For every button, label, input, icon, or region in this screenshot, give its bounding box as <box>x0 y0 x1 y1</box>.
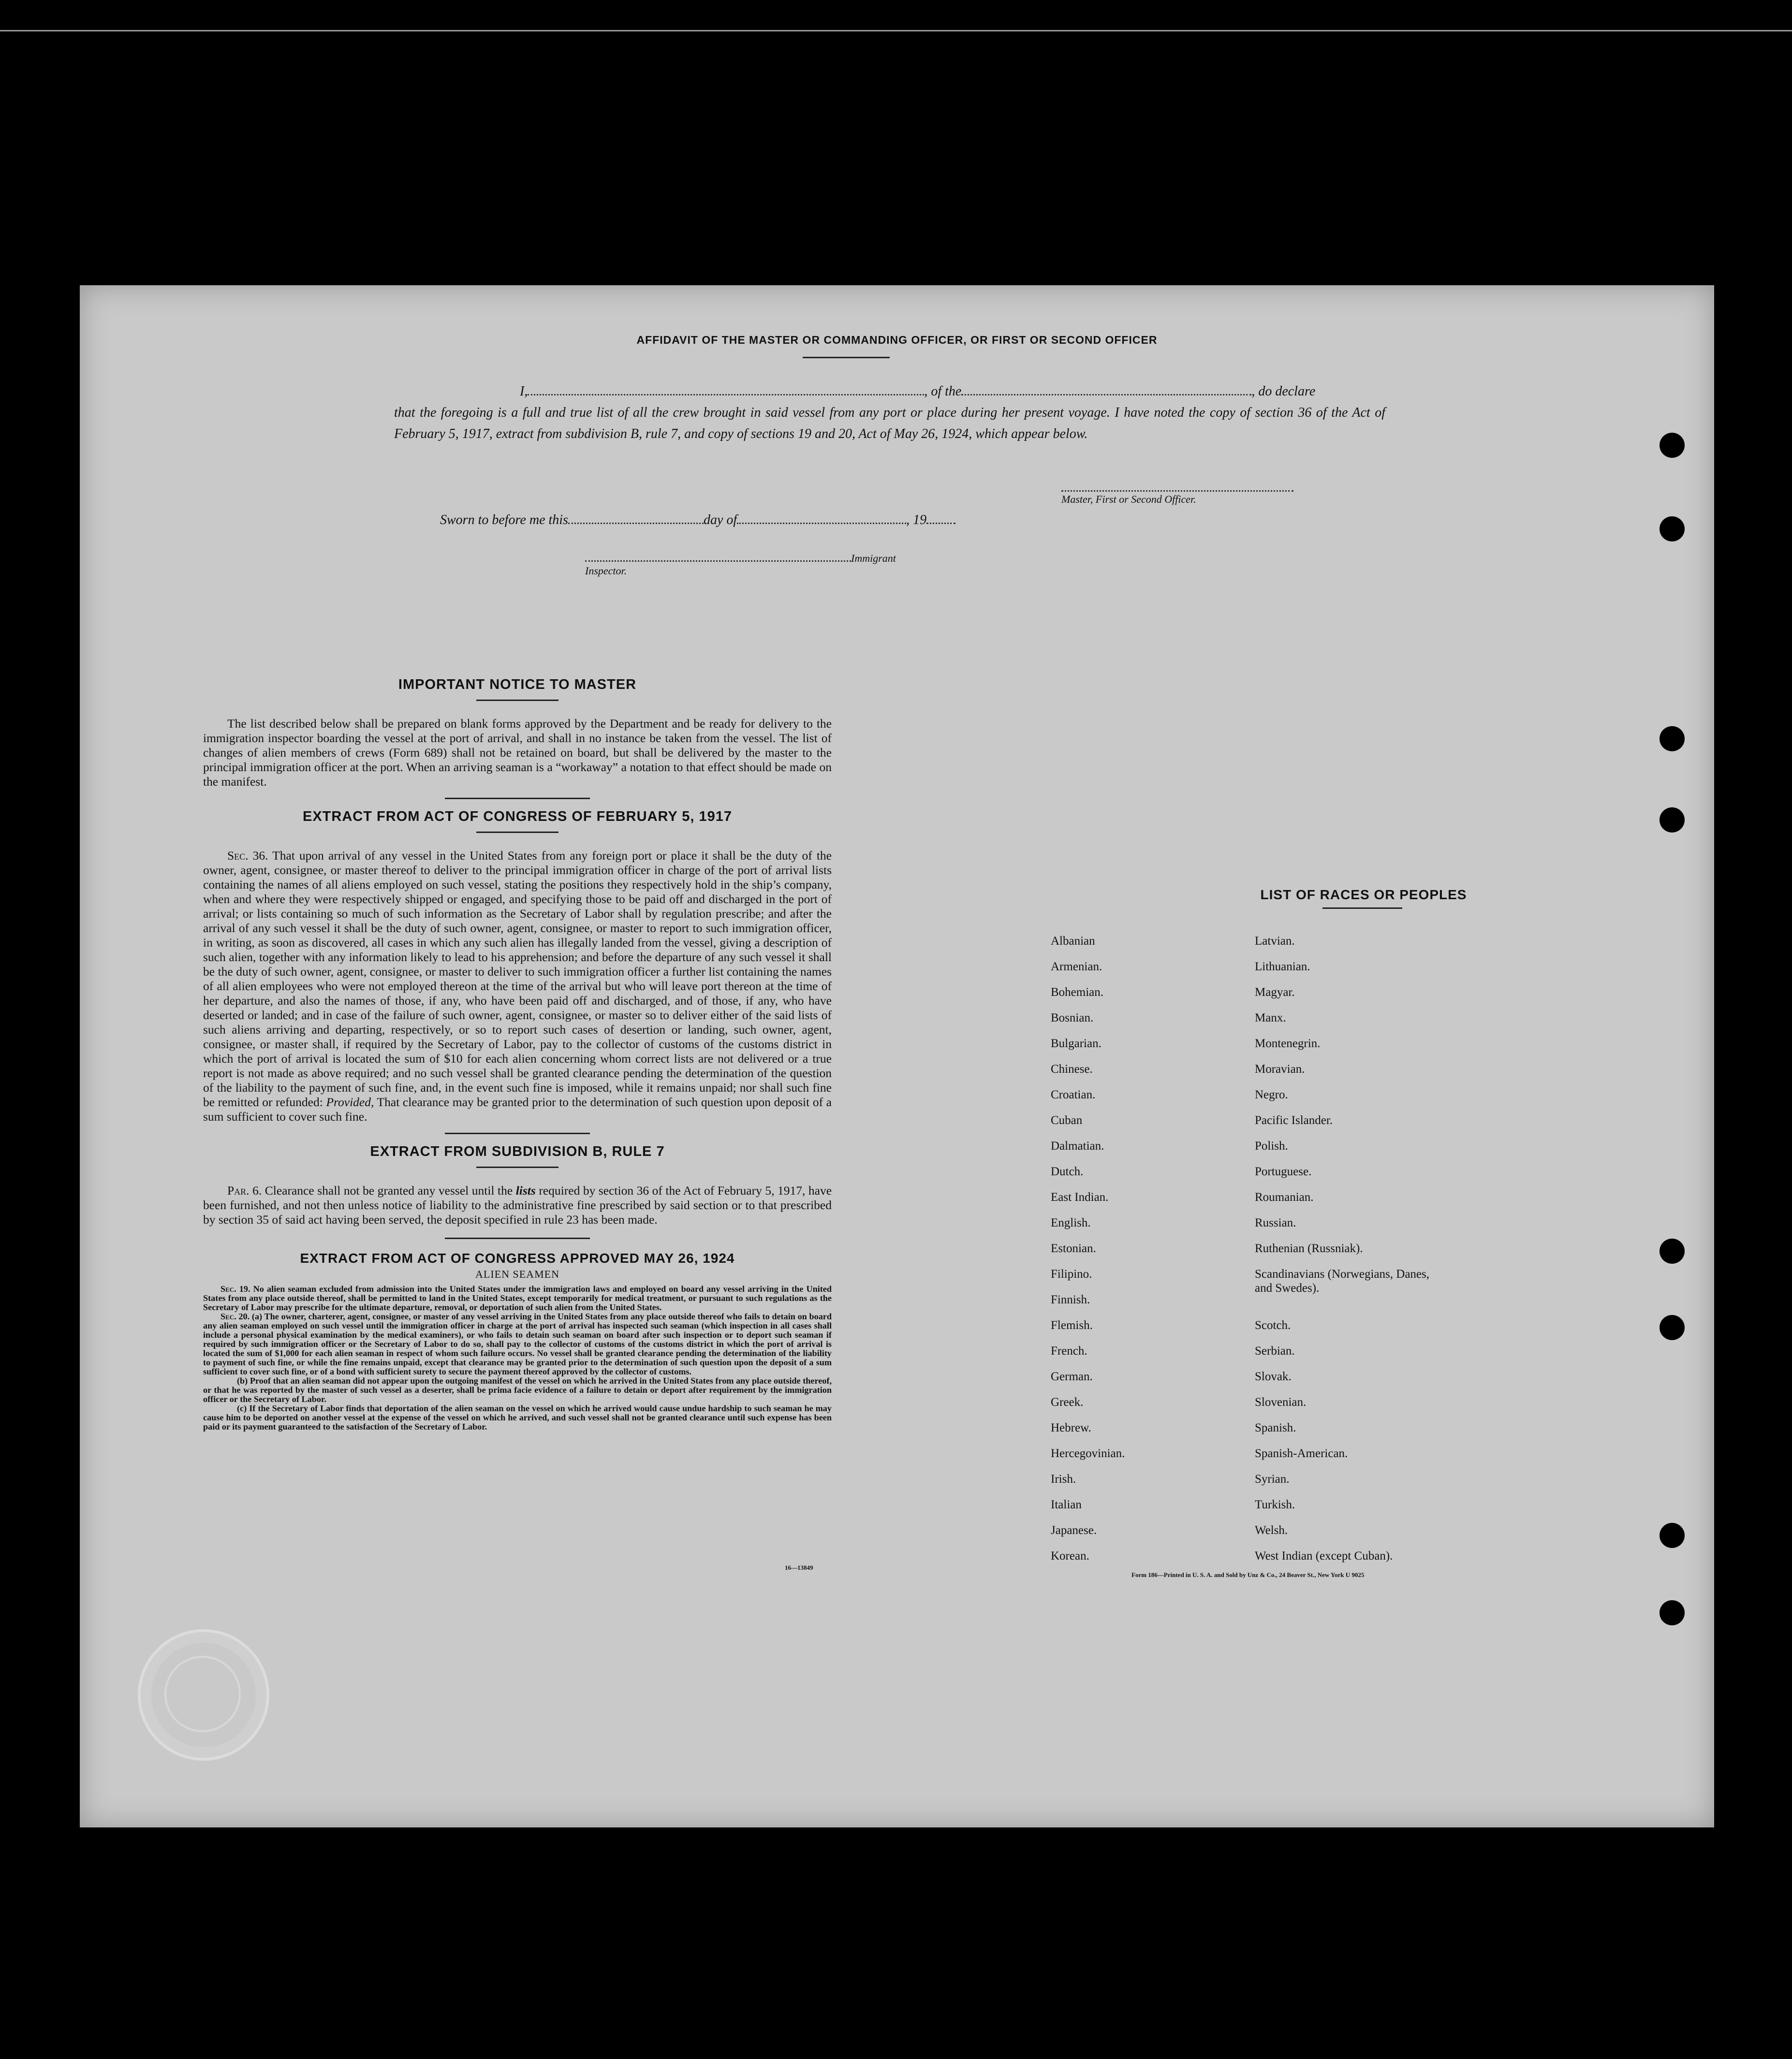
punch-hole <box>1660 1315 1685 1340</box>
act1924-sec20b: (b) Proof that an alien seaman did not appear upon the outgoing manifest of the vessel on which he arrived in the United States from any place outside thereof, or that he was reported by the master of such vessel as a deserter, shall be prima facie evidence of a failure to detain or deport after requirement by the immigration officer or the Secretary of Labor. <box>203 1376 832 1404</box>
rule7-body-b: required by section 36 of the Act of February 5, 1917, have been furnished, and not then unless notice of liability to the administrative fine prescribed by said section or to that prescribed by section 35 of said act having been served, the deposit specified in rule 23 has been made. <box>203 1183 832 1227</box>
sworn-year-blank[interactable] <box>926 518 955 524</box>
race-item: Italian <box>1051 1498 1082 1511</box>
race-item: Manx. <box>1255 1011 1286 1024</box>
act1924-sec19 <box>203 1285 832 1312</box>
punch-hole <box>1660 726 1685 751</box>
form-printer-note: Form 186—Printed in U. S. A. and Sold by Unz & Co., 24 Beaver St., New York U 9025 <box>1131 1571 1365 1578</box>
act1924-subtitle: ALIEN SEAMEN <box>475 1268 559 1280</box>
race-item: Magyar. <box>1255 986 1295 999</box>
race-item: Filipino. <box>1051 1268 1092 1281</box>
punch-hole <box>1660 1239 1685 1264</box>
act1917-body-a: That upon arrival of any vessel in the United States from any foreign port or place it shall be the duty of the owner, agent, consignee, or master thereof to deliver to the principal immigration officer in charge of the port of arrival lists containing the names of all aliens employed on such vessel, stating the positions they respectively hold in the ship’s company, when and where they were respectively shipped or engaged, and specifying those to be paid off and discharged in the port of arrival; or lists containing so much of such information as the Secretary of Labor shall by regulation prescribe; and after the arrival of any such vessel it shall be the duty of such owner, agent, consignee, or master to report to such immigration officer, in writing, as soon as discovered, all cases in which any such alien has illegally landed from the vessel, giving a description of such alien, together with any information likely to lead to his apprehension; and before the departure of any such vessel it shall be the duty of such owner, agent, consignee, or master to deliver to such immigration officer a further list containing the names of all alien employees who were not employed thereon at the time of the arrival but who will leave port thereon at the time of her departure, and also the names of those, if any, who have been paid off and discharged, and of those, if any, who have deserted or landed; and in case of the failure of such owner, agent, consignee, or master so to deliver either of the said lists of such aliens arriving and departing, respectively, or so to report such cases of desertion or landing, such owner, agent, consignee, or master shall, if required by the Secretary of Labor, pay to the collector of customs of the customs district in which the port of arrival is located the sum of $10 for each alien concerning whom correct lists are not delivered or a true report is not made as above required; and no such vessel shall be granted clearance pending the determination of the question of the liability to the payment of such fine, and, in the event such fine is imposed, while it remains unpaid; nor shall such fine be remitted or refunded: <box>203 848 832 1109</box>
race-item: Slovak. <box>1255 1370 1292 1383</box>
rule7-par-label: Par. 6. <box>227 1183 262 1197</box>
race-item: Polish. <box>1255 1139 1288 1153</box>
act1917-provided: Provided, <box>326 1095 374 1109</box>
race-item: Estonian. <box>1051 1242 1096 1255</box>
race-item: Syrian. <box>1255 1473 1290 1486</box>
act1924-title: EXTRACT FROM ACT OF CONGRESS APPROVED MAY 26, 1924 <box>300 1251 735 1266</box>
master-signature-label: Master, First or Second Officer. <box>1061 493 1196 505</box>
embossed-seal-center <box>164 1656 241 1732</box>
race-item: Greek. <box>1051 1396 1084 1409</box>
race-item: Pacific Islander. <box>1255 1114 1333 1127</box>
document-page <box>80 285 1714 1827</box>
race-item: Spanish-American. <box>1255 1447 1348 1460</box>
sworn-day-blank[interactable] <box>568 518 704 524</box>
race-item: Latvian. <box>1255 935 1295 948</box>
rule7-rule <box>476 1167 558 1168</box>
punch-hole <box>1660 1523 1685 1548</box>
left-column <box>203 677 832 1431</box>
punch-hole <box>1660 807 1685 832</box>
sworn-day-of: day of <box>703 512 737 527</box>
rule7-lists-word: lists <box>515 1183 536 1197</box>
act1917-rule <box>476 832 558 833</box>
race-item: Korean. <box>1051 1549 1089 1563</box>
race-item: Welsh. <box>1255 1524 1288 1537</box>
vessel-blank[interactable] <box>961 389 1251 395</box>
affidavit-of-the: , of the <box>924 384 962 399</box>
act1917-body-b: That clearance may be granted prior to the determination of such question upon deposit of a sum sufficient to cover such fine. <box>203 1095 832 1124</box>
act1917-sec-label: Sec. 36. <box>227 848 268 862</box>
race-item: West Indian (except Cuban). <box>1255 1549 1393 1563</box>
act1917-body <box>203 848 832 1124</box>
race-item: Chinese. <box>1051 1063 1093 1076</box>
race-item: Negro. <box>1255 1088 1288 1101</box>
race-item: Irish. <box>1051 1473 1076 1486</box>
race-item: Russian. <box>1255 1216 1296 1229</box>
race-item: Japanese. <box>1051 1524 1097 1537</box>
rule7-title: EXTRACT FROM SUBDIVISION B, RULE 7 <box>370 1144 665 1159</box>
race-item: Portuguese. <box>1255 1165 1312 1178</box>
punch-hole <box>1660 516 1685 541</box>
rule7-body <box>203 1183 832 1227</box>
act1924-sec20c: (c) If the Secretary of Labor finds that deportation of the alien seaman on the vessel on which he arrived would cause undue hardship to such seaman he may cause him to be deported on another vessel at the expense of the vessel on which he arrived, and such vessel shall not be granted clearance until such expense has been paid or its payment guaranteed to the satisfaction of the Secretary of Labor. <box>203 1403 832 1431</box>
race-item: Dutch. <box>1051 1165 1084 1178</box>
notice-rule <box>476 700 558 701</box>
affidavit-declare: , do declare <box>1251 384 1316 399</box>
race-item: German. <box>1051 1370 1093 1383</box>
race-item: Bosnian. <box>1051 1011 1094 1024</box>
act1924-sec20a <box>203 1312 832 1376</box>
notice-end-rule <box>445 798 590 799</box>
race-item: English. <box>1051 1216 1091 1229</box>
race-item: French. <box>1051 1344 1087 1358</box>
race-item: Bohemian. <box>1051 986 1104 999</box>
punch-hole <box>1660 1600 1685 1625</box>
race-item: Roumanian. <box>1255 1191 1314 1204</box>
rule7-body-a: Clearance shall not be granted any vessel until the <box>264 1183 513 1197</box>
sworn-year: , 19 <box>906 512 927 527</box>
rule7-end-rule <box>445 1238 590 1239</box>
form-code: 16—13849 <box>785 1564 813 1571</box>
race-item: Hercegovinian. <box>1051 1447 1125 1460</box>
race-item: Scotch. <box>1255 1319 1291 1332</box>
race-item: Lithuanian. <box>1255 960 1310 973</box>
sworn-month-blank[interactable] <box>737 518 906 524</box>
race-item: Croatian. <box>1051 1088 1096 1101</box>
race-item: Turkish. <box>1255 1498 1295 1511</box>
inspector-signature-blank[interactable] <box>585 555 851 562</box>
scan-border-line <box>0 30 1792 31</box>
race-item: Moravian. <box>1255 1063 1305 1076</box>
act1917-title: EXTRACT FROM ACT OF CONGRESS OF FEBRUARY 5, 1917 <box>302 809 733 824</box>
race-item: Hebrew. <box>1051 1421 1091 1434</box>
inspector-label: Immigrant Inspector. <box>585 552 896 577</box>
sec20-label: Sec. 20. <box>220 1312 250 1321</box>
sec19-text: No alien seaman excluded from admission into the United States under the immigration laws and employed on board any vessel arriving in the United States from any place outside thereof, shall be permitted to land in the United States, except temporarily for medical treatment, or pursuant to such regulations as the Secretary of Labor may prescribe for the ultimate departure, removal, or deportation of such alien from the United States. <box>203 1284 832 1312</box>
name-blank[interactable] <box>528 389 924 395</box>
affidavit-title: AFFIDAVIT OF THE MASTER OR COMMANDING OFFICER, OR FIRST OR SECOND OFFICER <box>636 334 1158 346</box>
affidavit-i: I, <box>520 384 528 399</box>
race-item: Dalmatian. <box>1051 1139 1104 1153</box>
inspector-line <box>585 552 924 577</box>
sworn-prefix: Sworn to before me this <box>440 512 568 527</box>
sec19-label: Sec. 19. <box>220 1284 250 1294</box>
races-title: LIST OF RACES OR PEOPLES <box>1260 887 1467 902</box>
race-item: Ruthenian (Russniak). <box>1255 1242 1363 1255</box>
punch-hole <box>1660 433 1685 458</box>
races-title-rule <box>1322 907 1402 909</box>
act1917-end-rule <box>445 1133 590 1134</box>
race-item: Montenegrin. <box>1255 1037 1321 1050</box>
race-item: Albanian <box>1051 935 1095 948</box>
race-item: Serbian. <box>1255 1344 1295 1358</box>
race-item: Bulgarian. <box>1051 1037 1102 1050</box>
race-item: Flemish. <box>1051 1319 1093 1332</box>
affidavit-body: that the foregoing is a full and true list of all the crew brought in said vessel from any port or place during her present voyage. I have noted the copy of section 36 of the Act of February 5, 1917, extract from subdivision B, rule 7, and copy of sections 19 and 20, Act of May 26, 1924, which appear below. <box>394 405 1385 441</box>
race-item: Armenian. <box>1051 960 1102 973</box>
master-signature-line[interactable] <box>1061 485 1293 492</box>
affidavit-line-1 <box>394 381 1385 402</box>
race-item: Scandinavians (Norwegians, Danes, and Swedes). <box>1255 1268 1430 1295</box>
race-item: Finnish. <box>1051 1293 1090 1306</box>
affidavit-title-rule <box>803 357 890 358</box>
sworn-line <box>440 510 1165 531</box>
race-item: Slovenian. <box>1255 1396 1307 1409</box>
race-item: East Indian. <box>1051 1191 1109 1204</box>
sec20a-text: (a) The owner, charterer, agent, consignee, or master of any vessel arriving in the United States from any place outside thereof who fails to detain on board any alien seaman employed on such vessel until the immigration officer in charge at the port of arrival has inspected such seaman (which inspection in all cases shall include a personal physical examination by the medical examiners), or who fails to detain such seaman on board after such inspection or to deport such seaman if required by such immigration officer or the Secretary of Labor to do so, shall pay to the collector of customs of the customs district in which the port of arrival is located the sum of $1,000 for each alien seaman in respect of whom such failure occurs. No vessel shall be granted clearance pending the determination of the liability to payment of such fine, or while the fine remains unpaid, except that clearance may be granted prior to the determination of such question upon the deposit of a sum sufficient to cover such fine, or of a bond with sufficient surety to secure the payment thereof approved by the collector of customs. <box>203 1312 832 1376</box>
notice-body: The list described below shall be prepared on blank forms approved by the Department and be ready for delivery to the immigration inspector boarding the vessel at the port of arrival, and shall in no instance be taken from the vessel. The list of changes of alien members of crews (Form 689) shall not be retained on board, but shall be delivered by the master to the principal immigration officer at the port. When an arriving seaman is a “workaway” a notation to that effect should be made on the manifest. <box>203 716 832 789</box>
notice-title: IMPORTANT NOTICE TO MASTER <box>398 677 637 692</box>
race-item: Spanish. <box>1255 1421 1296 1434</box>
race-item: Cuban <box>1051 1114 1083 1127</box>
